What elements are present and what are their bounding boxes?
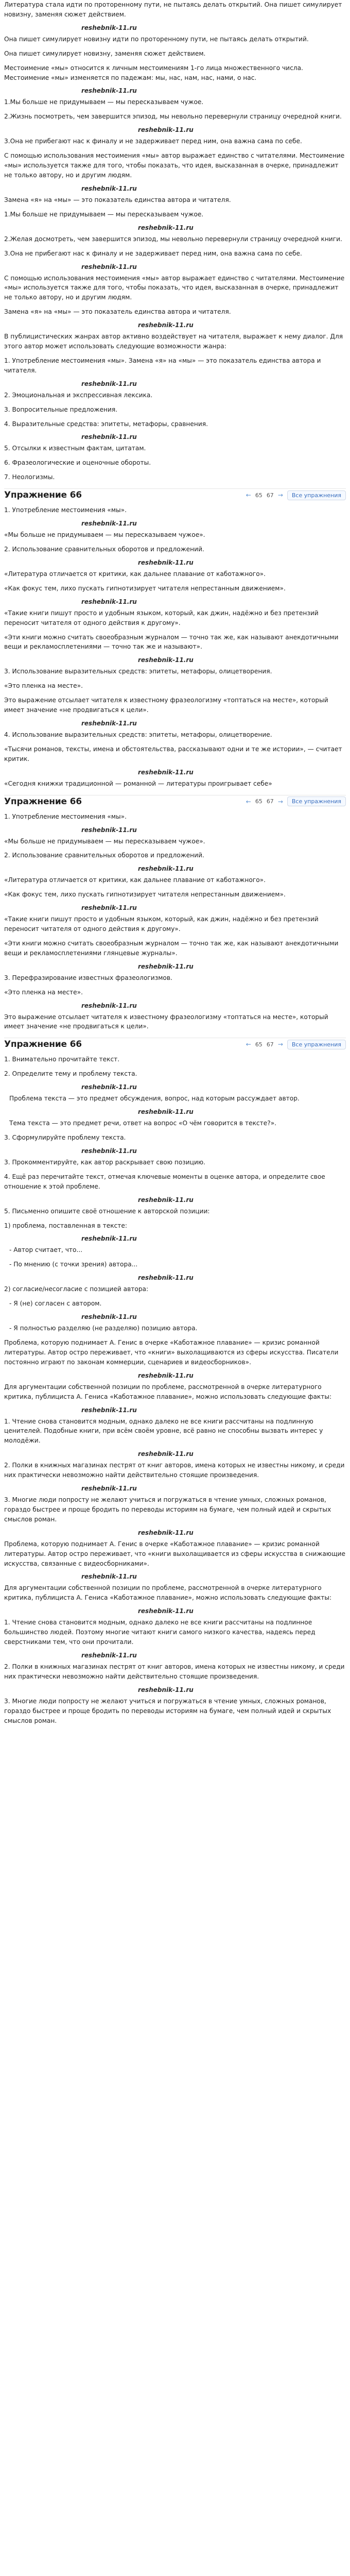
watermark: reshebnik-11.ru: [81, 433, 137, 441]
paragraph: «Как фокус тем, лихо пускать гипнотизирует читателя непрестанным движением».: [4, 584, 286, 592]
prev-exercise-link[interactable]: 65: [255, 798, 262, 805]
paragraph: 1. Чтение снова становится модным, однако далеко не все книги рассчитаны на подлинное большинство людей. Поэтому многие читают книги самого низкого качества, надеясь перед сверстниками тем, что они прочитали.: [4, 1619, 316, 1646]
exercise-nav: [246, 796, 346, 806]
arrow-left-icon[interactable]: ←: [246, 798, 251, 805]
watermark: reshebnik-11.ru: [81, 1573, 137, 1581]
block-3: [4, 812, 346, 1032]
arrow-right-icon[interactable]: →: [277, 1041, 283, 1048]
paragraph: 3. Многие люди попросту не желают учиться и погружаться в чтение умных, сложных романов, гораздо быстрее и проще бродить по переводы историям на бумаге, чем полный идей и скрытых смыслов роман.: [4, 1496, 331, 1523]
paragraph: 3. Перефразирование известных фразеологизмов.: [4, 974, 172, 981]
next-exercise-link[interactable]: 67: [266, 492, 274, 499]
prev-exercise-link[interactable]: 65: [255, 492, 262, 499]
paragraph: 2. Полки в книжных магазинах пестрят от книг авторов, имена которых не известны никому, и среди них практически невозможно найти действительно стоящие произведения.: [4, 1663, 345, 1680]
paragraph: «Такие книги пишут просто и удобным языком, который, как джин, надёжно и без претензий переносит читателя от одного действия к другому».: [4, 916, 319, 933]
exercise-header: [4, 795, 346, 807]
paragraph: 1) проблема, поставленная в тексте:: [4, 1222, 127, 1229]
paragraph: - По мнению (с точки зрения) автора...: [9, 1261, 138, 1268]
watermark: reshebnik-11.ru: [81, 184, 137, 192]
watermark: reshebnik-11.ru: [81, 826, 137, 834]
paragraph: Это выражение отсылает читателя к известному фразеологизму «топтаться на месте», который имеет значение «не продвигаться к цели».: [4, 1013, 328, 1030]
paragraph: Для аргументации собственной позиции по проблеме, рассмотренной в очерке литературного критика, публициста А. Гениса «Каботажное плавание», можно использовать следующие факты:: [4, 1584, 332, 1602]
watermark: reshebnik-11.ru: [81, 598, 137, 605]
watermark: reshebnik-11.ru: [138, 126, 194, 134]
watermark: reshebnik-11.ru: [138, 1371, 194, 1379]
watermark: reshebnik-11.ru: [81, 719, 137, 727]
paragraph: 4. Выразительные средства: эпитеты, метафоры, сравнения.: [4, 420, 208, 428]
paragraph: Проблема текста — это предмет обсуждения, вопрос, над которым рассуждает автор.: [9, 1095, 300, 1103]
next-exercise-link[interactable]: 67: [266, 1041, 274, 1048]
paragraph: «Тысячи романов, тексты, имена и обстоятельства, рассказывают одни и те же истории», — считает критик.: [4, 745, 342, 762]
block-4: [4, 1055, 346, 1725]
paragraph: 2. Использование сравнительных оборотов и предложений.: [4, 852, 204, 859]
paragraph: «Мы больше не придумываем — мы пересказываем чужое».: [4, 531, 205, 539]
prev-exercise-link[interactable]: 65: [255, 1041, 262, 1048]
paragraph: 2.Желая досмотреть, чем завершится эпизод, мы невольно перевернули страницу очередной книги.: [4, 235, 342, 243]
block-1: [4, 0, 346, 482]
paragraph: 2. Полки в книжных магазинах пестрят от книг авторов, имена которых не известны никому, и среди них практически невозможно найти действительно стоящие произведения.: [4, 1462, 345, 1479]
paragraph: 4. Использование выразительных средств: эпитеты, метафоры, олицетворение.: [4, 731, 272, 738]
paragraph: 1.Мы больше не придумываем — мы пересказываем чужое.: [4, 210, 204, 218]
watermark: reshebnik-11.ru: [138, 1450, 194, 1458]
watermark: reshebnik-11.ru: [138, 1686, 194, 1693]
paragraph: 3. Вопросительные предложения.: [4, 405, 118, 413]
watermark: reshebnik-11.ru: [81, 263, 137, 270]
watermark: reshebnik-11.ru: [138, 558, 194, 566]
paragraph: «Такие книги пишут просто и удобным языком, который, как джин, надёжно и без претензий переносит читателя от одного действия к другому».: [4, 609, 319, 626]
paragraph: Замена «я» на «мы» — это показатель единства автора и читателя.: [4, 196, 231, 204]
paragraph: 3. Сформулируйте проблему текста.: [4, 1134, 126, 1141]
paragraph: Местоимение «мы» относится к личным местоимениям 1-го лица множественного числа. Местоимение «мы» изменяется по падежам: мы, нас, нам, нас, нами, о нас.: [4, 64, 303, 81]
exercise-title: Упражнение 66: [4, 490, 82, 501]
all-exercises-button[interactable]: Все упражнения: [287, 796, 346, 806]
paragraph: 6. Фразеологические и оценочные обороты.: [4, 459, 151, 467]
watermark: reshebnik-11.ru: [81, 87, 137, 95]
paragraph: Для аргументации собственной позиции по проблеме, рассмотренной в очерке литературного критика, публициста А. Гениса «Каботажное плавание», можно использовать следующие факты:: [4, 1383, 332, 1400]
paragraph: 1. Употребление местоимения «мы».: [4, 812, 127, 820]
watermark: reshebnik-11.ru: [81, 1147, 137, 1155]
arrow-right-icon[interactable]: →: [277, 492, 283, 499]
paragraph: 3. Прокомментируйте, как автор раскрывает свою позицию.: [4, 1158, 206, 1166]
watermark: reshebnik-11.ru: [138, 1607, 194, 1615]
paragraph: «Эти книги можно считать своеобразным журналом — точно так же, как называют анекдотичными вещи и рекламосплетениями — точно так же и называют».: [4, 633, 339, 651]
arrow-right-icon[interactable]: →: [277, 798, 283, 805]
paragraph: «Литература отличается от критики, как дальнее плавание от каботажного».: [4, 876, 266, 884]
paragraph: «Это пленка на месте».: [4, 988, 83, 996]
paragraph: «Сегодня книжки традиционной — романной — литературы проигрывает себе»: [4, 779, 272, 787]
paragraph: Замена «я» на «мы» — это показатель единства автора и читателя.: [4, 308, 231, 316]
watermark: reshebnik-11.ru: [81, 380, 137, 387]
paragraph: Проблема, которую поднимает А. Генис в очерке «Каботажное плавание» — кризис романной литературы. Автор остро переживает, что «книги» выхолащиваются из сферы искусства. Писатели постоянно играют по законам коммерции, сценариев и видеосборников».: [4, 1338, 339, 1366]
next-exercise-link[interactable]: 67: [266, 798, 274, 805]
watermark: reshebnik-11.ru: [138, 321, 194, 329]
exercise-title: Упражнение 66: [4, 1039, 82, 1050]
paragraph: 1. Употребление местоимения «мы». Замена «я» на «мы» — это показатель единства автора и читателя.: [4, 357, 321, 374]
watermark: reshebnik-11.ru: [81, 520, 137, 528]
exercise-title: Упражнение 66: [4, 796, 82, 807]
paragraph: 2. Использование сравнительных оборотов и предложений.: [4, 546, 204, 553]
paragraph: - Автор считает, что...: [9, 1246, 83, 1254]
watermark: reshebnik-11.ru: [138, 1196, 194, 1204]
paragraph: «Литература отличается от критики, как дальнее плавание от каботажного».: [4, 570, 266, 578]
paragraph: 3. Многие люди попросту не желают учиться и погружаться в чтение умных, сложных романов, гораздо быстрее и проще бродить по переводы историям на бумаге, чем полный идей и скрытых смыслов роман.: [4, 1697, 331, 1724]
paragraph: «Мы больше не придумываем — мы пересказываем чужое».: [4, 837, 205, 845]
watermark: reshebnik-11.ru: [81, 1406, 137, 1414]
paragraph: 5. Письменно опишите своё отношение к авторской позиции:: [4, 1207, 210, 1215]
watermark: reshebnik-11.ru: [81, 1235, 137, 1243]
paragraph: «Как фокус тем, лихо пускать гипнотизирует читателя непрестанным движением».: [4, 891, 286, 899]
arrow-left-icon[interactable]: ←: [246, 1041, 251, 1048]
paragraph: 5. Отсылки к известным фактам, цитатам.: [4, 445, 146, 452]
watermark: reshebnik-11.ru: [138, 768, 194, 776]
paragraph: Проблема, которую поднимает А. Генис в очерке «Каботажное плавание» — кризис романной литературы. Автор остро переживает, что «книги выхолащивается из сферы искусства в снижающие искусства, связанные с видеосборниками».: [4, 1540, 345, 1567]
watermark: reshebnik-11.ru: [138, 865, 194, 873]
paragraph: 3.Она не прибегают нас к финалу и не задерживает перед ним, она важна сама по себе.: [4, 249, 302, 257]
watermark: reshebnik-11.ru: [138, 962, 194, 970]
watermark: reshebnik-11.ru: [81, 904, 137, 912]
paragraph: С помощью использования местоимения «мы» автор выражает единство с читателями. Местоимение «мы» используется также для того, чтобы показать, что идея, высказанная в очерке, принадлежит не только автору, но и другим людям.: [4, 152, 345, 179]
paragraph: - Я полностью разделяю (не разделяю) позицию автора.: [9, 1325, 198, 1332]
watermark: reshebnik-11.ru: [138, 1529, 194, 1536]
watermark: reshebnik-11.ru: [81, 1313, 137, 1321]
paragraph: 2. Определите тему и проблему текста.: [4, 1070, 137, 1078]
watermark: reshebnik-11.ru: [138, 224, 194, 231]
watermark: reshebnik-11.ru: [81, 1485, 137, 1493]
watermark: reshebnik-11.ru: [138, 656, 194, 664]
paragraph: В публицистических жанрах автор активно воздействует на читателя, выражает к нему диалог. Для этого автор может использовать следующие возможности жанра:: [4, 333, 343, 350]
paragraph: 1. Чтение снова становится модным, однако далеко не все книги рассчитаны на подлинную ценителей. Подобные книги, при всём своём уровне, всё равно не способны вызвать интерес у молодёжи.: [4, 1417, 323, 1445]
paragraph: 2. Эмоциональная и экспрессивная лексика.: [4, 391, 153, 399]
watermark: reshebnik-11.ru: [81, 1083, 137, 1091]
watermark: reshebnik-11.ru: [138, 1274, 194, 1282]
paragraph: 4. Ещё раз перечитайте текст, отмечая ключевые моменты в оценке автора, и определите свое отношение к этой проблеме.: [4, 1173, 325, 1190]
block-2: [4, 505, 346, 788]
paragraph: 1. Употребление местоимения «мы».: [4, 506, 127, 514]
exercise-header: [4, 488, 346, 500]
paragraph: 7. Неологизмы.: [4, 473, 55, 481]
paragraph: Это выражение отсылает читателя к известному фразеологизму «топтаться на месте», который имеет значение «не продвигаться к цели».: [4, 697, 328, 714]
paragraph: «Это пленка на месте».: [4, 682, 83, 690]
paragraph: Она пишет симулирует новизну, заменяя сюжет действием.: [4, 49, 206, 57]
paragraph: Тема текста — это предмет речи, ответ на вопрос «О чём говорится в тексте?».: [9, 1120, 277, 1127]
paragraph: Литература стала идти по проторенному пути, не пытаясь делать открытий. Она пишет симулирует новизну, заменяя сюжет действием.: [4, 1, 342, 18]
watermark: reshebnik-11.ru: [81, 24, 137, 31]
paragraph: 3.Она не прибегают нас к финалу и не задерживает перед ним, она важна сама по себе.: [4, 138, 302, 145]
paragraph: 2.Жизнь посмотреть, чем завершится эпизод, мы невольно перевернули страницу очередной книги.: [4, 113, 342, 121]
watermark: reshebnik-11.ru: [81, 1002, 137, 1009]
paragraph: - Я (не) согласен с автором.: [9, 1300, 102, 1308]
watermark: reshebnik-11.ru: [138, 1108, 194, 1116]
paragraph: 1. Внимательно прочитайте текст.: [4, 1056, 120, 1063]
paragraph: 1.Мы больше не придумываем — мы пересказываем чужое.: [4, 98, 204, 106]
exercise-nav: [246, 490, 346, 500]
paragraph: «Эти книги можно считать своеобразным журналом — точно так же, как называют анекдотичными вещи и рекламосплетениями глянцевые журналы».: [4, 939, 339, 957]
exercise-nav: [246, 1040, 346, 1049]
paragraph: Она пишет симулирует новизну идти по проторенному пути, не пытаясь делать открытий.: [4, 35, 309, 43]
paragraph: 3. Использование выразительных средств: эпитеты, метафоры, олицетворения.: [4, 668, 272, 675]
arrow-left-icon[interactable]: ←: [246, 492, 251, 499]
paragraph: 2) согласие/несогласие с позицией автора:: [4, 1285, 149, 1293]
all-exercises-button[interactable]: Все упражнения: [287, 490, 346, 500]
all-exercises-button[interactable]: Все упражнения: [287, 1040, 346, 1049]
exercise-header: [4, 1038, 346, 1049]
paragraph: С помощью использования местоимения «мы» автор выражает единство с читателями. Местоимение «мы» используется также для того, чтобы показать, что идея, высказанная в очерке, принадлежит не только автору, но и другим людям.: [4, 274, 345, 301]
watermark: reshebnik-11.ru: [81, 1652, 137, 1659]
